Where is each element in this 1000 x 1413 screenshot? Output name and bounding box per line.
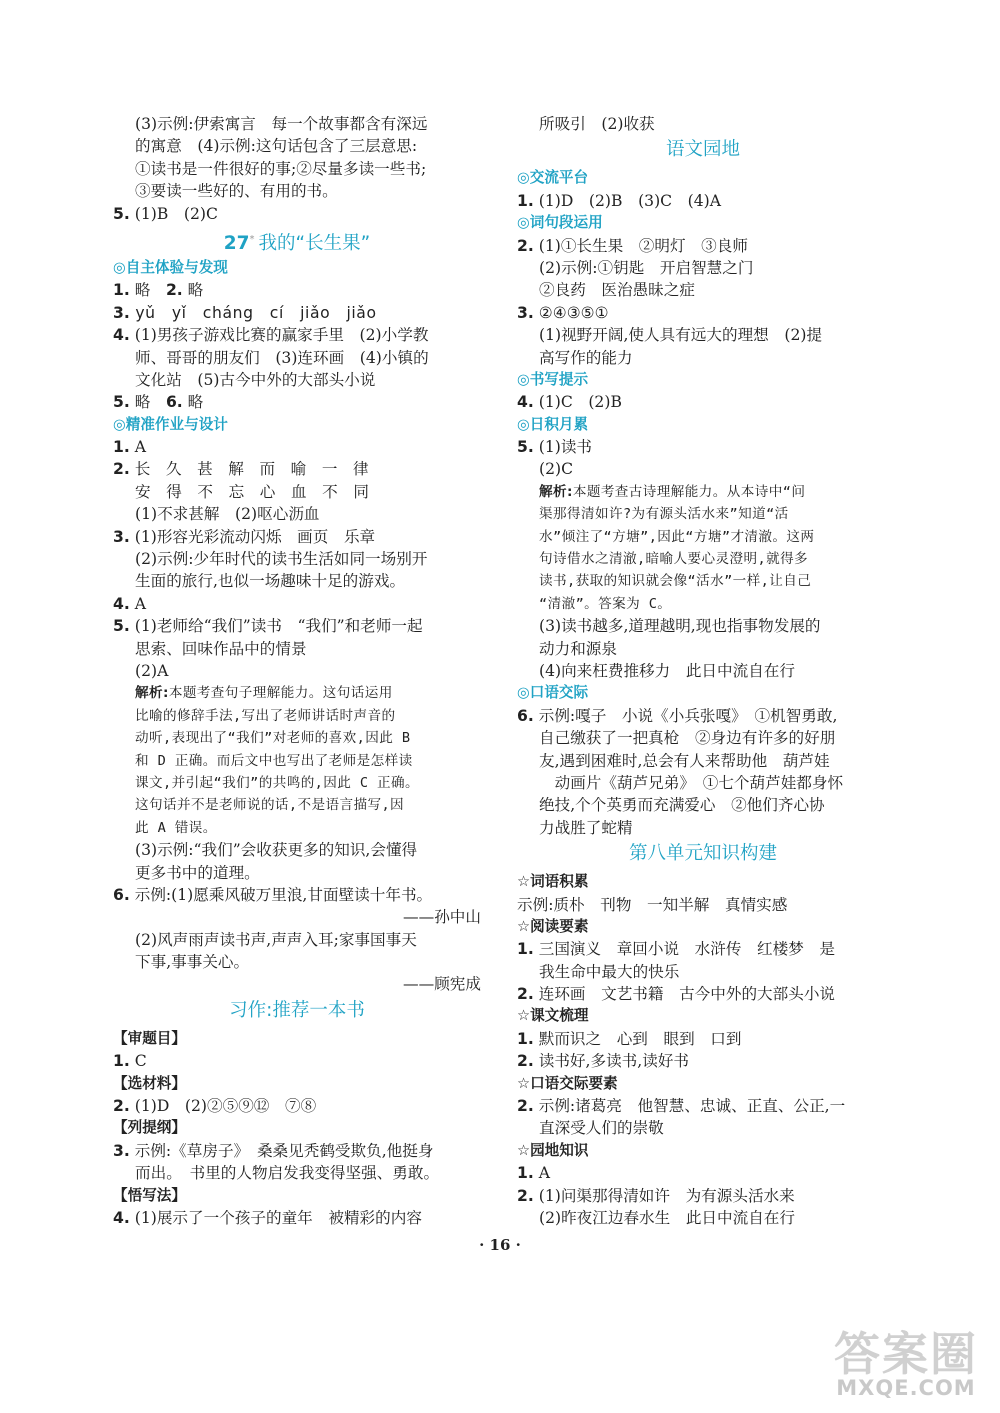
practice-6-line-3: 下事,事事关心。 [135,953,250,972]
garden-answer-5-line-2: (2)C [539,460,574,479]
lesson-number: 27 [223,233,250,255]
answer-text: 长 久 甚 解 而 喻 一 律 [129,460,369,479]
answer-4-line-2: 师、哥哥的朋友们 (3)连环画 (4)小镇的 [135,348,429,367]
answer-number: 6. [113,885,130,904]
garden-answer-1 [517,190,889,212]
garden-title: 语文园地 [665,139,740,161]
answer-text: (1)B (2)C [129,204,218,223]
garden-answer-5-line-1 [517,436,889,458]
practice-2-line-2: 安 得 不 忘 心 血 不 同 [135,482,369,501]
analysis-line-7: 此 A 错误。 [135,819,217,836]
answer-text: (1)形容光彩流动闪烁 画页 乐章 [129,527,376,546]
intro-line-4: ③要读一些好的、有用的书。 [135,182,338,201]
practice-1 [113,436,481,458]
answer-text: 略 [129,281,166,300]
unit-reading-1-line-1 [517,938,889,960]
intro-line-1: (3)示例:伊索寓言 每一个故事都含有深远 [135,115,428,133]
unit-reading-2 [517,983,889,1005]
intro-line-3: ①读书是一件很好的事;②尽量多读一些书; [135,159,427,178]
unit-title: 第八单元知识构建 [628,843,777,865]
watermark-text: 答案圈 [834,1327,978,1381]
heading-outline: 【列提纲】 [113,1119,186,1137]
watermark-logo [820,1318,992,1410]
answer-number: 1. [113,438,130,457]
garden-answer-5-line-3: (3)读书越多,道理越明,现也指事物发展的 [539,617,821,636]
garden-answer-3-line-1 [517,302,889,324]
answer-number: 4. [517,393,534,412]
answer-text: (1)男孩子游戏比赛的赢家手里 (2)小学教 [129,326,429,345]
answer-text: 略 [182,281,204,300]
answer-text: 示例:(1)愿乘风破万里浪,甘面壁读十年书。 [129,885,433,904]
unit-garden-1 [517,1162,889,1184]
answer-number: 1. [517,1164,534,1183]
analysis-line-5: 读书,获取的知识就会像“活水”一样,让自己 [539,573,812,590]
analysis-text: 本题考查句子理解能力。这句话运用 [168,685,393,702]
answer-number: 1. [113,1052,130,1071]
heading-text-review: ☆课文梳理 [517,1007,589,1025]
heading-select-material: 【选材料】 [113,1074,186,1092]
subheading-writing-tip: ◎书写提示 [517,370,589,388]
answer-number: 2. [517,1052,534,1071]
answer-text: (1)读书 [533,438,593,457]
comp-answer-1 [113,1050,481,1072]
pinyin-text: yǔ yǐ cháng cí jiǎo jiǎo [129,303,377,322]
garden-answer-2-line-1 [517,235,889,257]
garden-answer-5-line-4: 动力和源泉 [539,639,617,658]
practice-5-line-4: (3)示例:“我们”会收获更多的知识,会懂得 [135,841,418,860]
comp-answer-4 [113,1207,481,1229]
answer-text: 略 [182,393,204,412]
right-column [517,113,889,1229]
answer-text: (1)①长生果 ②明灯 ③良师 [533,236,748,255]
comp-answer-2 [113,1095,481,1117]
answer-text: 示例:《草房子》 桑桑见秃鹤受欺负,他挺身 [129,1141,434,1160]
practice-2-line-1 [113,458,481,480]
subheading-self-experience: ◎自主体验与发现 [113,258,228,276]
heading-reading-elements: ☆阅读要素 [517,917,589,935]
analysis-line-2: 比喻的修辞手法,写出了老师讲话时声音的 [135,707,396,724]
answer-number: 2. [517,985,534,1004]
answer-number: 2. [517,236,534,255]
left-column [113,113,481,1229]
garden-answer-5-line-5: (4)向来枉费推移力 此日中流自在行 [539,661,795,680]
garden-answer-3-line-2: (1)视野开阔,使人具有远大的理想 (2)提 [539,326,823,345]
garden-answer-6-line-3: 友,遇到困难时,总会有人来帮助他 葫芦娃 [539,751,830,770]
answer-number: 2. [165,281,183,300]
answer-text: (1)C (2)B [533,393,622,412]
answer-4-line-1 [113,324,481,346]
analysis-line-3: 动听,表现出了“我们”对老师的喜欢,因此 B [135,730,411,747]
answer-text: 默而识之 心到 眼到 口到 [533,1029,742,1048]
unit-review-2 [517,1050,889,1072]
analysis-line-5: 课文,并引起“我们”的共鸣的,因此 C 正确。 [135,774,419,791]
comp-answer-3-line-1 [113,1140,481,1162]
practice-4 [113,593,481,615]
answer-5-6 [113,391,481,413]
analysis-label: 解析: [135,685,169,702]
practice-5-line-3: (2)A [135,661,169,680]
answer-text: (1)问渠那得清如许 为有源头活水来 [533,1186,795,1205]
garden-answer-6-line-1 [517,705,889,727]
answer-3-pinyin [113,302,481,324]
unit-review-1 [517,1028,889,1050]
subheading-oral-communication: ◎口语交际 [517,684,589,702]
answer-number: 2. [517,1186,534,1205]
analysis-line-4: 和 D 正确。而后文中也写出了老师是怎样读 [135,752,413,769]
analysis-line-4: 句诗借水之清澈,暗喻人要心灵澄明,就得多 [539,551,809,568]
analysis-text: 本题考查古诗理解能力。从本诗中“问 [572,483,806,500]
practice-5-line-1 [113,615,481,637]
lesson-title [113,227,481,253]
answer-number: 5. [113,617,130,636]
answer-text: A [129,594,146,613]
unit-oral-line-2: 直深受人们的崇敬 [539,1119,664,1138]
answer-number: 3. [113,1141,130,1160]
garden-answer-6-line-5: 绝技,个个英勇而充满爱心 ②他们齐心协 [539,796,825,815]
analysis-label: 解析: [539,483,573,500]
garden-answer-6-line-6: 力战胜了蛇精 [539,818,633,837]
garden-answer-2-line-2: (2)示例:①钥匙 开启智慧之门 [539,258,754,277]
lesson-title-text: 我的“长生果” [258,233,371,255]
garden-answer-6-line-2: 自己缴获了一把真枪 ②身边有许多的好朋 [539,729,836,748]
garden-answer-2-line-3: ②良药 医治愚昧之症 [539,281,695,300]
subheading-precise-homework: ◎精准作业与设计 [113,415,228,433]
subheading-exchange: ◎交流平台 [517,169,589,187]
garden-answer-4 [517,391,889,413]
practice-2-line-3: (1)不求甚解 (2)呕心沥血 [135,505,320,524]
practice-3-line-1 [113,526,481,548]
answer-text: 示例:嘎子 小说《小兵张嘎》 ①机智勇敢, [533,706,838,725]
answer-number: 5. [113,204,130,223]
garden-answer-3-line-3: 高写作的能力 [539,348,633,367]
lesson-mark: * [249,233,255,245]
answer-text: ②④③⑤① [533,303,609,322]
answer-text: (1)D (2)B (3)C (4)A [533,191,722,210]
answer-5 [113,203,481,225]
quote-author-1: ——孙中山 [403,908,481,927]
quote-author-2: ——顾宪成 [403,975,481,994]
analysis-line-3: 水”倾注了“方塘”,因此“方塘”才清澈。这两 [539,528,815,545]
answer-number: 4. [113,1208,130,1227]
heading-oral-elements: ☆口语交际要素 [517,1074,618,1092]
watermark-url: MXQE.COM [836,1376,976,1400]
answer-number: 5. [113,393,130,412]
heading-read-topic: 【审题目】 [113,1029,186,1047]
unit-vocab-line: 示例:质朴 刊物 一知半解 真情实感 [517,895,788,914]
analysis-line-2: 渠那得清如许?为有源头活水来”知道“活 [539,506,789,523]
answer-text: 连环画 文艺书籍 古今中外的大部头小说 [533,985,836,1004]
answer-text: 三国演义 章回小说 水浒传 红楼梦 是 [533,940,836,959]
answer-text: 略 [129,393,166,412]
answer-number: 2. [517,1097,534,1116]
answer-number: 3. [517,303,534,322]
answer-number: 2. [113,460,130,479]
answer-number: 1. [517,191,534,210]
subheading-word-use: ◎词句段运用 [517,214,603,232]
analysis-line-1 [113,682,481,704]
practice-6-line-1 [113,884,481,906]
answer-number: 4. [113,594,130,613]
unit-oral-line-1 [517,1095,889,1117]
answer-number: 6. [165,393,183,412]
answer-text: 示例:诸葛亮 他智慧、忠诚、正直、公正,一 [533,1097,846,1116]
answer-text: A [129,438,146,457]
answer-1-2 [113,279,481,301]
answer-text: (1)展示了一个孩子的童年 被精彩的内容 [129,1208,422,1227]
garden-answer-6-line-4: 动画片《葫芦兄弟》 ①七个葫芦娃都身怀 [539,773,844,792]
continuation-line: 所吸引 (2)收获 [539,115,655,133]
analysis-line-1 [517,481,889,503]
unit-garden-2-line-2: (2)昨夜江边春水生 此日中流自在行 [539,1208,795,1227]
intro-line-2: 的寓意 (4)示例:这句话包含了三层意思: [135,137,418,156]
practice-6-line-2: (2)风声雨声读书声,声声入耳;家事国事天 [135,930,417,949]
practice-5-line-5: 更多书中的道理。 [135,863,260,882]
answer-text: (1)D (2)②⑤⑨⑫ ⑦⑧ [129,1097,317,1116]
answer-text: (1)老师给“我们”读书 “我们”和老师一起 [129,617,423,636]
answer-number: 3. [113,527,130,546]
answer-number: 1. [113,281,130,300]
answer-number: 6. [517,706,534,725]
answer-number: 4. [113,326,130,345]
unit-reading-1-line-2: 我生命中最大的快乐 [539,962,680,981]
answer-text: A [533,1164,550,1183]
practice-3-line-3: 生面的旅行,也似一场趣味十足的游戏。 [135,572,406,591]
subheading-daily-accumulation: ◎日积月累 [517,415,589,433]
practice-3-line-2: (2)示例:少年时代的读书生活如同一场别开 [135,550,428,569]
answer-number: 1. [517,940,534,959]
answer-number: 5. [517,438,534,457]
analysis-line-6: “清澈”。答案为 C。 [539,595,672,612]
page-number: · 16 · [479,1236,521,1254]
composition-title: 习作:推荐一本书 [229,999,365,1021]
comp-answer-3-line-2: 而出。 书里的人物启发我变得坚强、勇敢。 [135,1164,440,1183]
heading-writing-method: 【悟写法】 [113,1186,186,1204]
answer-text: 读书好,多读书,读好书 [533,1052,689,1071]
answer-number: 2. [113,1097,130,1116]
heading-garden-knowledge: ☆园地知识 [517,1141,589,1159]
analysis-line-6: 这句话并不是老师说的话,不是语言描写,因 [135,797,405,814]
unit-garden-2-line-1 [517,1185,889,1207]
heading-vocabulary: ☆词语积累 [517,873,589,891]
answer-4-line-3: 文化站 (5)古今中外的大部头小说 [135,370,376,389]
answer-number: 1. [517,1029,534,1048]
answer-text: C [129,1052,147,1071]
answer-number: 3. [113,303,130,322]
practice-5-line-2: 思索、回味作品中的情景 [135,639,307,658]
